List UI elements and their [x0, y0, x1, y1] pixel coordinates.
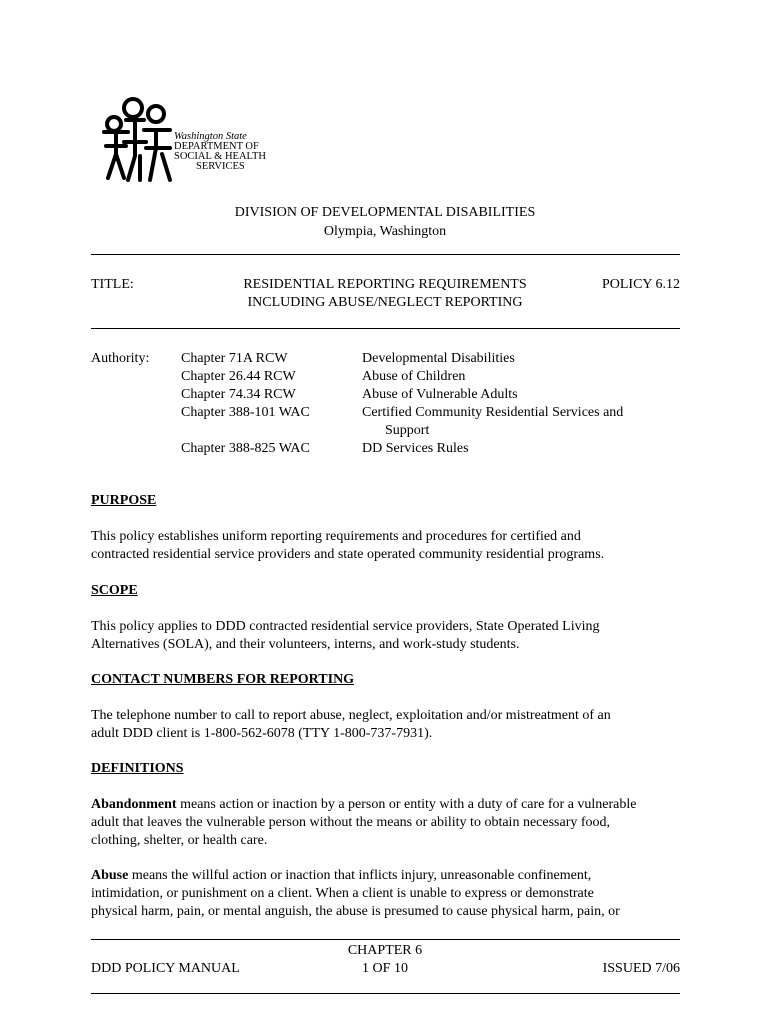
- policy-title-line-2: INCLUDING ABUSE/NEGLECT REPORTING: [247, 295, 523, 310]
- definitions-heading: DEFINITIONS: [91, 761, 184, 776]
- logo-line-2: SOCIAL & HEALTH: [174, 151, 266, 162]
- title-label: TITLE:: [91, 277, 134, 292]
- abuse-term: Abuse: [91, 868, 129, 883]
- policy-title: [185, 276, 585, 312]
- logo-text: [174, 132, 266, 172]
- abandonment-line: [91, 796, 691, 814]
- scope-line: This policy applies to DDD contracted residential service providers, State Operated Living: [91, 619, 600, 634]
- authority-label: Authority:: [91, 351, 150, 366]
- abandonment-line: clothing, shelter, or health care.: [91, 833, 268, 848]
- authority-description: Abuse of Vulnerable Adults: [362, 387, 518, 402]
- contact-line: The telephone number to call to report abuse, neglect, exploitation and/or mistreatment of an: [91, 708, 611, 723]
- contact-line: adult DDD client is 1-800-562-6078 (TTY 1-800-737-7931).: [91, 726, 433, 741]
- dshs-figures-icon: [100, 96, 180, 186]
- abandonment-text: means action or inaction by a person or entity with a duty of care for a vulnerable: [176, 797, 637, 812]
- purpose-heading: PURPOSE: [91, 493, 157, 508]
- authority-descriptions: [362, 350, 623, 458]
- division-location: Olympia, Washington: [323, 224, 447, 239]
- purpose-text: [91, 528, 691, 564]
- definition-abuse: [91, 867, 691, 921]
- authority-chapter: Chapter 388-825 WAC: [181, 441, 310, 456]
- purpose-line: contracted residential service providers and state operated community residential programs.: [91, 547, 605, 562]
- authority-chapter: Chapter 74.34 RCW: [181, 387, 296, 402]
- logo-line-3: SERVICES: [196, 161, 245, 172]
- authority-description: DD Services Rules: [362, 441, 469, 456]
- division-name: DIVISION OF DEVELOPMENTAL DISABILITIES: [234, 205, 536, 220]
- contact-text: [91, 707, 691, 743]
- footer-page: 1 OF 10: [362, 961, 408, 976]
- abuse-text: means the willful action or inaction that inflicts injury, unreasonable confinement,: [128, 868, 592, 883]
- definition-abandonment: [91, 796, 691, 850]
- authority-chapters: [181, 350, 310, 458]
- policy-title-line-1: RESIDENTIAL REPORTING REQUIREMENTS: [243, 277, 527, 292]
- footer-issued: ISSUED 7/06: [602, 961, 680, 976]
- authority-chapter: Chapter 71A RCW: [181, 351, 288, 366]
- policy-number: POLICY 6.12: [601, 277, 680, 292]
- authority-chapter-spacer: [181, 422, 310, 440]
- scope-line: Alternatives (SOLA), and their volunteers, interns, and work-study students.: [91, 637, 520, 652]
- footer-chapter-label: CHAPTER 6: [347, 943, 423, 958]
- abuse-line: [91, 867, 691, 885]
- abuse-line: physical harm, pain, or mental anguish, the abuse is presumed to cause physical harm, pain, or: [91, 904, 620, 919]
- footer-chapter: [300, 942, 470, 978]
- logo-line-1: DEPARTMENT OF: [174, 141, 259, 152]
- scope-heading: SCOPE: [91, 583, 138, 598]
- authority-chapter: Chapter 388-101 WAC: [181, 405, 310, 420]
- scope-text: [91, 618, 691, 654]
- authority-description: Developmental Disabilities: [362, 351, 515, 366]
- authority-chapter: Chapter 26.44 RCW: [181, 369, 296, 384]
- footer-top-divider: [91, 939, 680, 940]
- logo-state: Washington State: [174, 131, 247, 142]
- footer-bottom-divider: [91, 993, 680, 994]
- header-divider: [91, 254, 680, 255]
- abandonment-term: Abandonment: [91, 797, 177, 812]
- purpose-line: This policy establishes uniform reporting requirements and procedures for certified and: [91, 529, 581, 544]
- authority-description: Abuse of Children: [362, 369, 466, 384]
- authority-description: Certified Community Residential Services and: [362, 405, 624, 420]
- title-divider: [91, 328, 680, 329]
- contact-heading: CONTACT NUMBERS FOR REPORTING: [91, 672, 355, 687]
- footer-manual: DDD POLICY MANUAL: [91, 961, 240, 976]
- abandonment-line: adult that leaves the vulnerable person without the means or ability to obtain necessary food,: [91, 815, 611, 830]
- authority-description: Support: [385, 423, 430, 438]
- abuse-line: intimidation, or punishment on a client. When a client is unable to express or demonstrate: [91, 886, 594, 901]
- dshs-logo: [100, 96, 290, 186]
